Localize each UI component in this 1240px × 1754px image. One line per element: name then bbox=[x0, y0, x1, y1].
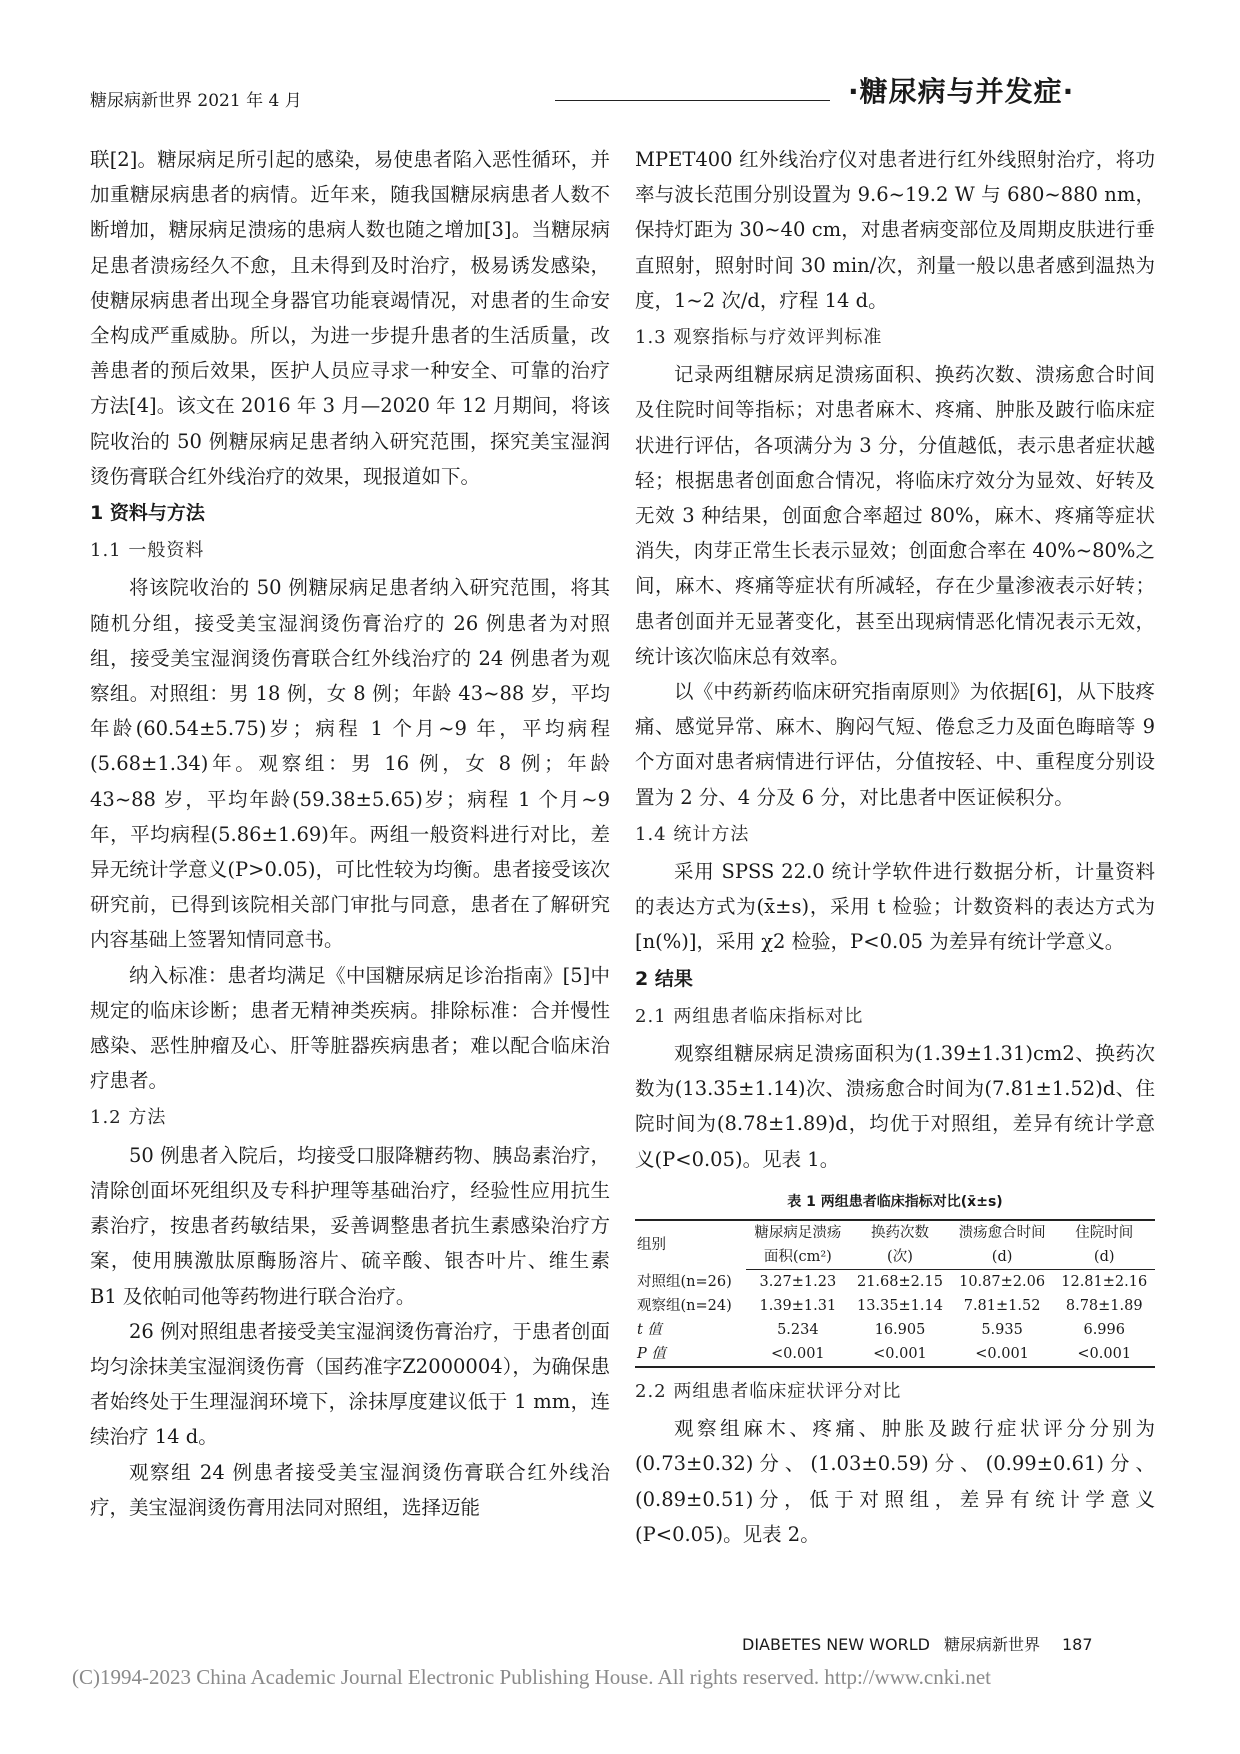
copyright-notice: (C)1994-2023 China Academic Journal Electronic Publishing House. All rights reserved. http://www.cnki.net bbox=[72, 1665, 991, 1689]
table-header-cell: 住院时间 bbox=[1053, 1220, 1155, 1245]
paragraph: 将该院收治的 50 例糖尿病足患者纳入研究范围，将其随机分组，接受美宝湿润烫伤膏治疗的 26 例患者为对照组，接受美宝湿润烫伤膏联合红外线治疗的 24 例患者为观察组。对照组：男 18 例，女 8 例；年龄 43~88 岁，平均年龄(60.54±5.75)岁；病程 1 个月~9 年，平均病程(5.68±1.34)年。观察组：男 16 例，女 8 例；年龄 43~88 岁，平均年龄(59.38±5.65)岁；病程 1 个月~9 年，平均病程(5.86±1.69)年。两组一般资料进行对比，差异无统计学意义(P>0.05)，可比性较为均衡。患者接受该次研究前，已得到该院相关部门审批与同意，患者在了解研究内容基础上签署知情同意书。 bbox=[90, 576, 610, 952]
footer-journal-en: DIABETES NEW WORLD bbox=[742, 1635, 930, 1654]
paragraph: 纳入标准：患者均满足《中国糖尿病足诊治指南》[5]中规定的临床诊断；患者无精神类疾病。排除标准：合并慢性感染、恶性肿瘤及心、肝等脏器疾病患者；难以配合临床治疗患者。 bbox=[90, 963, 610, 1093]
section-heading: 1 资料与方法 bbox=[90, 502, 205, 525]
table-header-cell: (次) bbox=[849, 1245, 951, 1270]
table-cell: <0.001 bbox=[849, 1342, 951, 1367]
table-row bbox=[635, 1342, 1155, 1367]
table-header-cell: 糖尿病足溃疡 bbox=[746, 1220, 849, 1245]
subsection-heading: 2.2 两组患者临床症状评分对比 bbox=[635, 1380, 902, 1402]
footer-journal-cn: 糖尿病新世界 bbox=[943, 1635, 1040, 1654]
table-header-cell: (d) bbox=[1053, 1245, 1155, 1270]
section-heading: 2 结果 bbox=[635, 967, 693, 990]
table-row bbox=[635, 1318, 1155, 1342]
table-cell: 3.27±1.23 bbox=[759, 1273, 837, 1290]
subsection-heading: 1.1 一般资料 bbox=[90, 540, 205, 562]
table-header-cell: 面积(cm²) bbox=[746, 1245, 849, 1270]
page-number: 187 bbox=[1061, 1635, 1093, 1654]
table-cell: 观察组(n=24) bbox=[637, 1297, 732, 1314]
paragraph: 观察组糖尿病足溃疡面积为(1.39±1.31)cm2、换药次数为(13.35±1.14)次、溃疡愈合时间为(7.81±1.52)d、住院时间为(8.78±1.89)d，均优于对照组，差异有统计学意义(P<0.05)。见表 1。 bbox=[635, 1042, 1155, 1171]
table-cell: 对照组(n=26) bbox=[637, 1273, 732, 1290]
table-header-cell: 换药次数 bbox=[849, 1220, 951, 1245]
table-header-cell: 溃疡愈合时间 bbox=[951, 1220, 1054, 1245]
paragraph: 记录两组糖尿病足溃疡面积、换药次数、溃疡愈合时间及住院时间等指标；对患者麻木、疼痛、肿胀及跛行临床症状进行评估，各项满分为 3 分，分值越低，表示患者症状越轻；根据患者创面愈合情况，将临床疗效分为显效、好转及无效 3 种结果，创面愈合率超过 80%，麻木、疼痛等症状消失，肉芽正常生长表示显效；创面愈合率在 40%~80%之间，麻木、疼痛等症状有所减轻，存在少量渗液表示好转；患者创面并无显著变化，甚至出现病情恶化情况表示无效，统计该次临床总有效率。 bbox=[635, 363, 1155, 668]
table-cell: 13.35±1.14 bbox=[856, 1297, 943, 1314]
header-rule bbox=[555, 100, 830, 101]
paragraph: 观察组 24 例患者接受美宝湿润烫伤膏联合红外线治疗，美宝湿润烫伤膏用法同对照组，选择迈能 bbox=[90, 1460, 610, 1519]
table-1 bbox=[635, 1191, 1155, 1368]
paragraph: 以《中药新药临床研究指南原则》为依据[6]，从下肢疼痛、感觉异常、麻木、胸闷气短、倦怠乏力及面色晦暗等 9 个方面对患者病情进行评估，分值按轻、中、重程度分别设置为 2 分、4 分及 6 分，对比患者中医证候积分。 bbox=[635, 680, 1155, 809]
page-footer bbox=[742, 1632, 1093, 1655]
running-header-section: ·糖尿病与并发症· bbox=[848, 75, 1075, 108]
table-cell: 21.68±2.15 bbox=[856, 1273, 943, 1290]
table-cell: 1.39±1.31 bbox=[759, 1297, 837, 1314]
paragraph: 联[2]。糖尿病足所引起的感染，易使患者陷入恶性循环，并加重糖尿病患者的病情。近年来，随我国糖尿病患者人数不断增加，糖尿病足溃疡的患病人数也随之增加[3]。当糖尿病足患者溃疡经久不愈，且未得到及时治疗，极易诱发感染，使糖尿病患者出现全身器官功能衰竭情况，对患者的生命安全构成严重威胁。所以，为进一步提升患者的生活质量，改善患者的预后效果，医护人员应寻求一种安全、可靠的治疗方法[4]。该文在 2016 年 3 月—2020 年 12 月期间，将该院收治的 50 例糖尿病足患者纳入研究范围，探究美宝湿润烫伤膏联合红外线治疗的效果，现报道如下。 bbox=[90, 148, 610, 488]
table-cell: 16.905 bbox=[874, 1321, 926, 1338]
subsection-heading: 1.4 统计方法 bbox=[635, 823, 750, 845]
table-cell: P 值 bbox=[635, 1342, 746, 1367]
table-cell: 7.81±1.52 bbox=[963, 1297, 1041, 1314]
table-cell: 5.234 bbox=[777, 1321, 819, 1338]
paragraph: 观察组麻木、疼痛、肿胀及跛行症状评分分别为(0.73±0.32)分、(1.03±0.59)分、(0.99±0.61)分、(0.89±0.51)分，低于对照组，差异有统计学意义(P<0.05)。见表 2。 bbox=[635, 1417, 1155, 1546]
table-cell: <0.001 bbox=[746, 1342, 849, 1367]
table-header-cell: (d) bbox=[951, 1245, 1054, 1270]
running-header-journal: 糖尿病新世界 2021 年 4 月 bbox=[90, 91, 302, 111]
table-header-group: 组别 bbox=[635, 1220, 746, 1270]
subsection-heading: 1.2 方法 bbox=[90, 1107, 167, 1129]
table-cell: 12.81±2.16 bbox=[1061, 1273, 1148, 1290]
clinical-indicator-table bbox=[635, 1219, 1155, 1368]
table-cell: 10.87±2.06 bbox=[959, 1273, 1046, 1290]
right-column bbox=[635, 142, 1155, 1552]
subsection-heading: 2.1 两组患者临床指标对比 bbox=[635, 1005, 864, 1027]
paragraph: 采用 SPSS 22.0 统计学软件进行数据分析，计量资料的表达方式为(x̄±s)，采用 t 检验；计数资料的表达方式为[n(%)]，采用 χ2 检验，P<0.05 为差异有统计学意义。 bbox=[635, 860, 1155, 954]
paragraph: 26 例对照组患者接受美宝湿润烫伤膏治疗，于患者创面均匀涂抹美宝湿润烫伤膏（国药准字Z2000004），为确保患者始终处于生理湿润环境下，涂抹厚度建议低于 1 mm，连续治疗 14 d。 bbox=[90, 1319, 610, 1449]
table-cell: <0.001 bbox=[1053, 1342, 1155, 1367]
table-row bbox=[635, 1269, 1155, 1294]
paragraph: 50 例患者入院后，均接受口服降糖药物、胰岛素治疗，清除创面坏死组织及专科护理等基础治疗，经验性应用抗生素治疗，按患者药敏结果，妥善调整患者抗生素感染治疗方案，使用胰激肽原酶肠溶片、硫辛酸、银杏叶片、维生素 B1 及依帕司他等药物进行联合治疗。 bbox=[90, 1143, 610, 1308]
table-cell: <0.001 bbox=[951, 1342, 1054, 1367]
table-cell: 5.935 bbox=[981, 1321, 1023, 1338]
subsection-heading: 1.3 观察指标与疗效评判标准 bbox=[635, 327, 883, 349]
paragraph: MPET400 红外线治疗仪对患者进行红外线照射治疗，将功率与波长范围分别设置为 9.6~19.2 W 与 680~880 nm，保持灯距为 30~40 cm，对患者病变部位及周期皮肤进行垂直照射，照射时间 30 min/次，剂量一般以患者感到温热为度，1~2 次/d，疗程 14 d。 bbox=[635, 148, 1155, 312]
table-cell: 8.78±1.89 bbox=[1065, 1297, 1143, 1314]
table-row bbox=[635, 1294, 1155, 1318]
table-cell: 6.996 bbox=[1083, 1321, 1125, 1338]
table-cell: t 值 bbox=[637, 1321, 662, 1338]
left-column bbox=[90, 142, 610, 1525]
table-caption: 表 1 两组患者临床指标对比(x̄±s) bbox=[787, 1193, 1003, 1210]
